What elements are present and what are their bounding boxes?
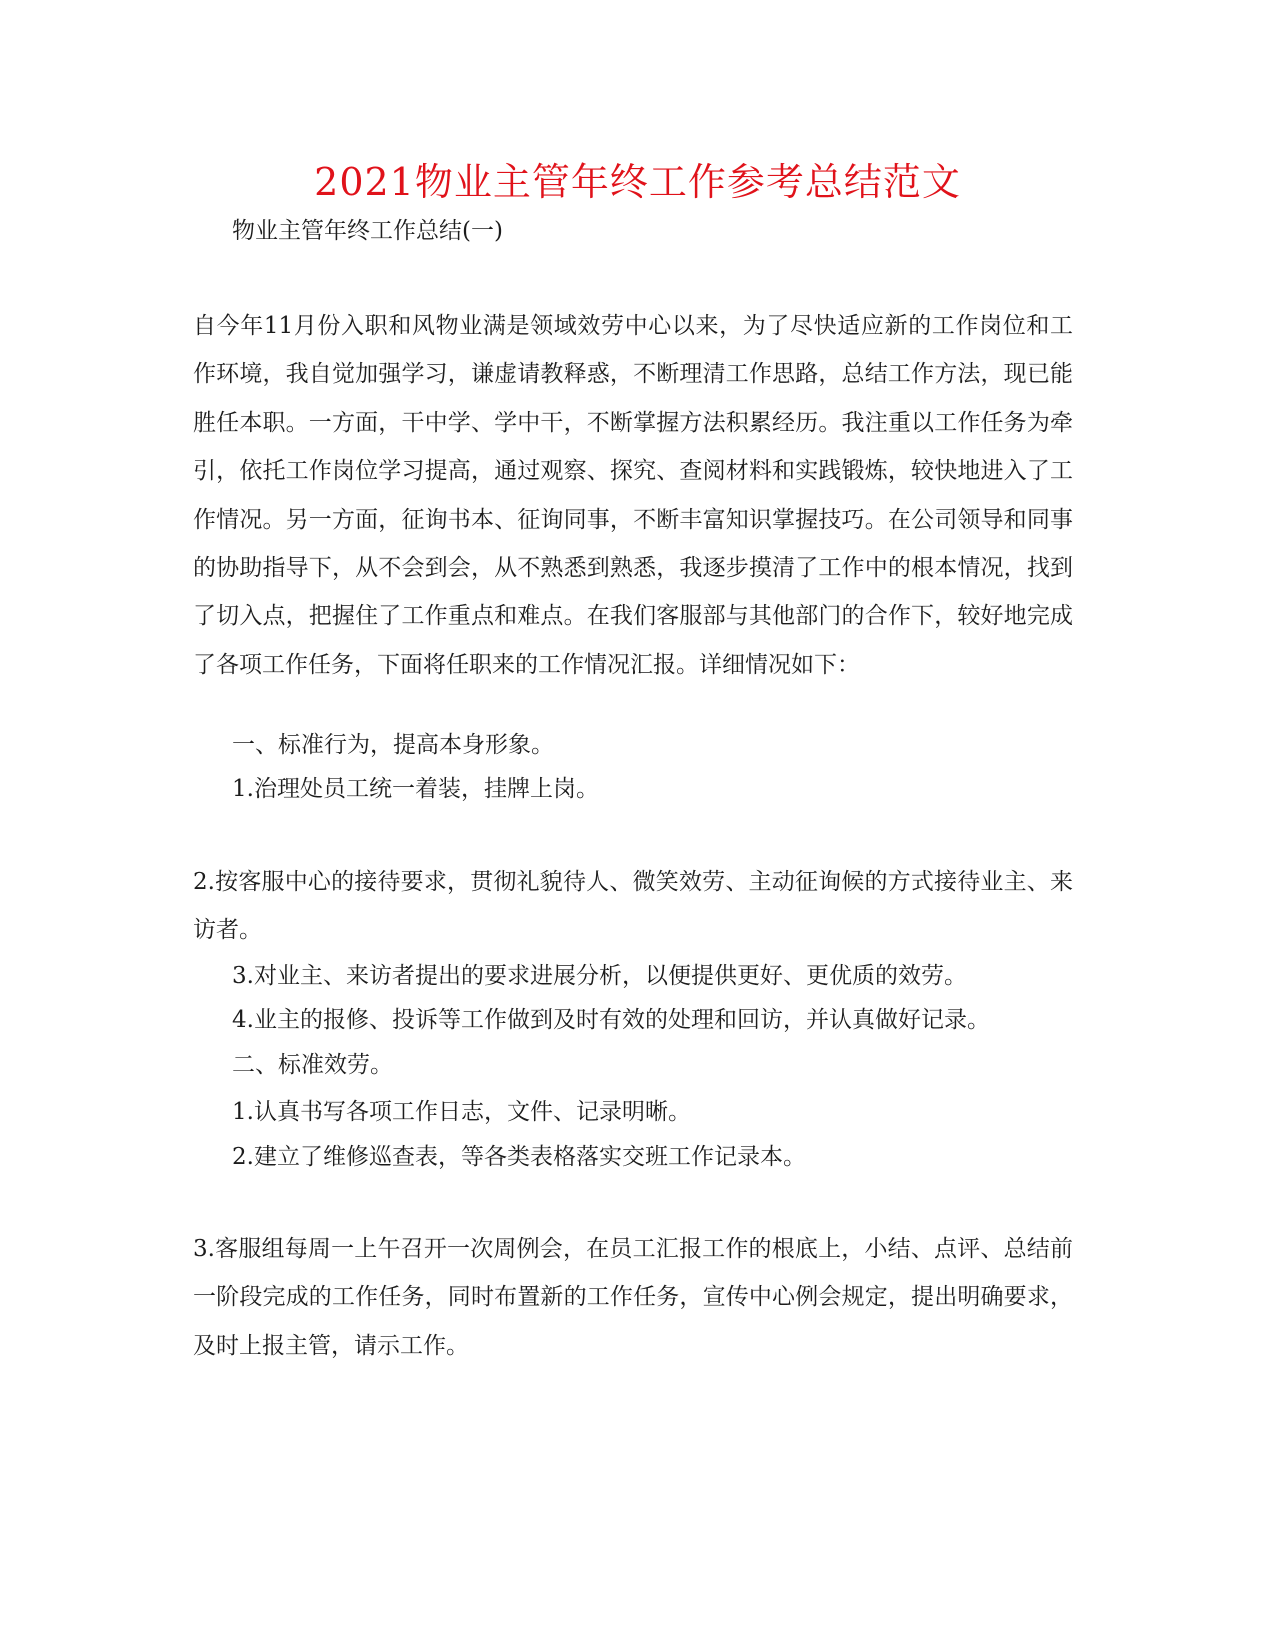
- item-1-4: 4.业主的报修、投诉等工作做到及时有效的处理和回访，并认真做好记录。: [232, 1007, 990, 1033]
- document-title: 2021物业主管年终工作参考总结范文: [314, 160, 961, 204]
- item-2-1: 1.认真书写各项工作日志，文件、记录明晰。: [232, 1099, 691, 1125]
- intro-paragraph: 自今年11月份入职和风物业满是领域效劳中心以来，为了尽快适应新的工作岗位和工作环境，我自觉加强学习，谦虚请教释惑，不断理清工作思路，总结工作方法，现已能胜任本职。一方面，干中学、学中干，不断掌握方法积累经历。我注重以工作任务为牵引，依托工作岗位学习提高，通过观察、探究、查阅材料和实践锻炼，较快地进入了工作情况。另一方面，征询书本、征询同事，不断丰富知识掌握技巧。在公司领导和同事的协助指导下，从不会到会，从不熟悉到熟悉，我逐步摸清了工作中的根本情况，找到了切入点，把握住了工作重点和难点。在我们客服部与其他部门的合作下，较好地完成了各项工作任务，下面将任职来的工作情况汇报。详细情况如下：: [193, 313, 1073, 678]
- item-1-1: 1.治理处员工统一着装，挂牌上岗。: [232, 776, 599, 802]
- section-subtitle: 物业主管年终工作总结(一): [232, 218, 503, 244]
- heading-1: 一、标准行为，提高本身形象。: [232, 732, 554, 758]
- heading-2: 二、标准效劳。: [232, 1052, 393, 1078]
- document-body: [193, 0, 1073, 1650]
- item-2-3-paragraph: 3.客服组每周一上午召开一次周例会，在员工汇报工作的根底上，小结、点评、总结前一阶段完成的工作任务，同时布置新的工作任务，宣传中心例会规定，提出明确要求，及时上报主管，请示工作。: [193, 1236, 1073, 1359]
- item-2-2: 2.建立了维修巡查表，等各类表格落实交班工作记录本。: [232, 1144, 806, 1170]
- item-1-3: 3.对业主、来访者提出的要求进展分析，以便提供更好、更优质的效劳。: [232, 963, 967, 989]
- item-1-2-paragraph: 2.按客服中心的接待要求，贯彻礼貌待人、微笑效劳、主动征询候的方式接待业主、来访者。: [193, 869, 1073, 944]
